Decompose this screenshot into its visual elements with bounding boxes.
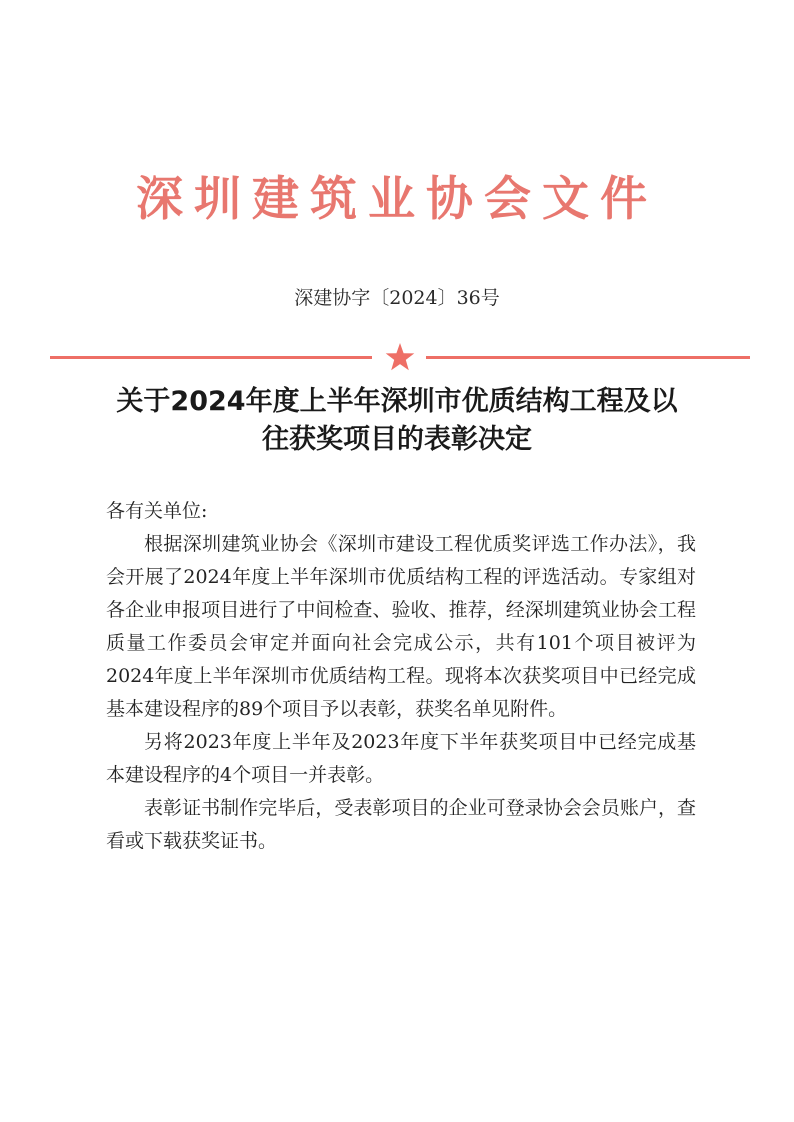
star-icon <box>385 343 415 371</box>
document-body <box>106 495 696 858</box>
title-line-1: 关于2024年度上半年深圳市优质结构工程及以 <box>116 386 678 417</box>
body-paragraph: 另将2023年度上半年及2023年度下半年获奖项目中已经完成基本建设程序的4个项目一并表彰。 <box>106 731 696 786</box>
document-number: 深建协字〔2024〕36号 <box>294 287 500 309</box>
divider-line-right <box>426 356 750 359</box>
body-paragraph: 表彰证书制作完毕后，受表彰项目的企业可登录协会会员账户，查看或下载获奖证书。 <box>106 797 696 852</box>
red-divider <box>50 342 750 372</box>
org-header-title: 深圳建筑业协会文件 <box>136 172 658 227</box>
title-line-2: 往获奖项目的表彰决定 <box>262 424 532 455</box>
document-title <box>80 383 714 459</box>
divider-line-left <box>50 356 372 359</box>
body-paragraph: 根据深圳建筑业协会《深圳市建设工程优质奖评选工作办法》，我会开展了2024年度上半年深圳市优质结构工程的评选活动。专家组对各企业申报项目进行了中间检查、验收、推荐，经深圳建筑业协会工程质量工作委员会审定并面向社会完成公示，共有101个项目被评为2024年度上半年深圳市优质结构工程。现将本次获奖项目中已经完成基本建设程序的89个项目予以表彰，获奖名单见附件。 <box>106 533 696 720</box>
salutation: 各有关单位: <box>106 500 208 522</box>
